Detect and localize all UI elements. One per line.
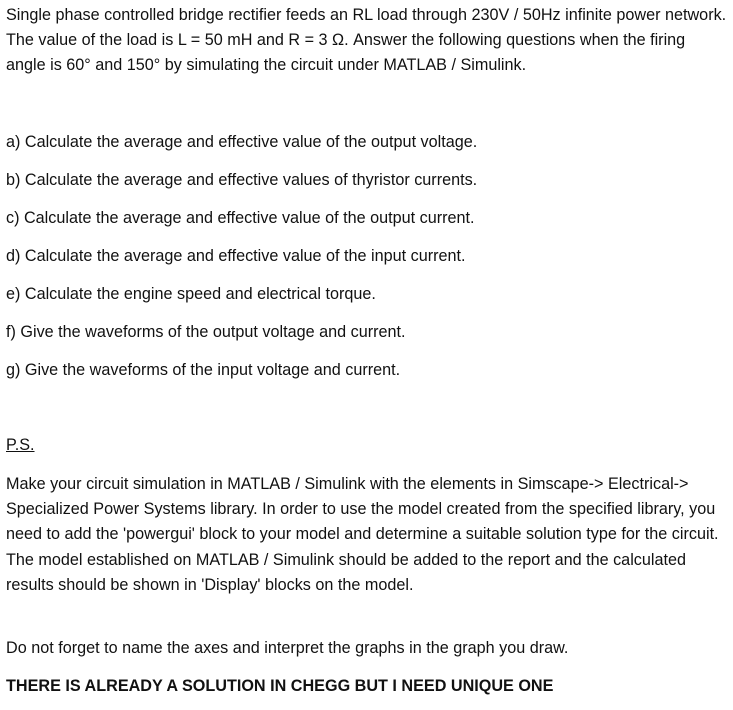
question-a: a) Calculate the average and effective value of the output voltage. (6, 133, 478, 151)
ps-paragraph: Make your circuit simulation in MATLAB / Simulink with the elements in Simscape-> Electrical-> Specialized Power Systems library. In order to use the model created from the specified library, you need to add the 'powergui' block to your model and determine a suitable solution type for the circuit. The model established on MATLAB / Simulink should be added to the report and the calculated results should be shown in 'Display' blocks on the model. (6, 475, 719, 594)
question-f: f) Give the waveforms of the output voltage and current. (6, 323, 406, 341)
ps-heading: P.S. (6, 436, 35, 454)
problem-statement: Single phase controlled bridge rectifier feeds an RL load through 230V / 50Hz infinite power network. The value of the load is L = 50 mH and R = 3 Ω. Answer the following questions when the firing angle is 60° and 150° by simulating the circuit under MATLAB / Simulink. (6, 6, 727, 74)
axes-note: Do not forget to name the axes and interpret the graphs in the graph you draw. (6, 639, 569, 657)
question-b: b) Calculate the average and effective values of thyristor currents. (6, 171, 478, 189)
question-d: d) Calculate the average and effective value of the input current. (6, 247, 466, 265)
question-e: e) Calculate the engine speed and electrical torque. (6, 285, 376, 303)
question-g: g) Give the waveforms of the input voltage and current. (6, 361, 401, 379)
unique-solution-note: THERE IS ALREADY A SOLUTION IN CHEGG BUT I NEED UNIQUE ONE (6, 677, 554, 695)
question-c: c) Calculate the average and effective value of the output current. (6, 209, 475, 227)
